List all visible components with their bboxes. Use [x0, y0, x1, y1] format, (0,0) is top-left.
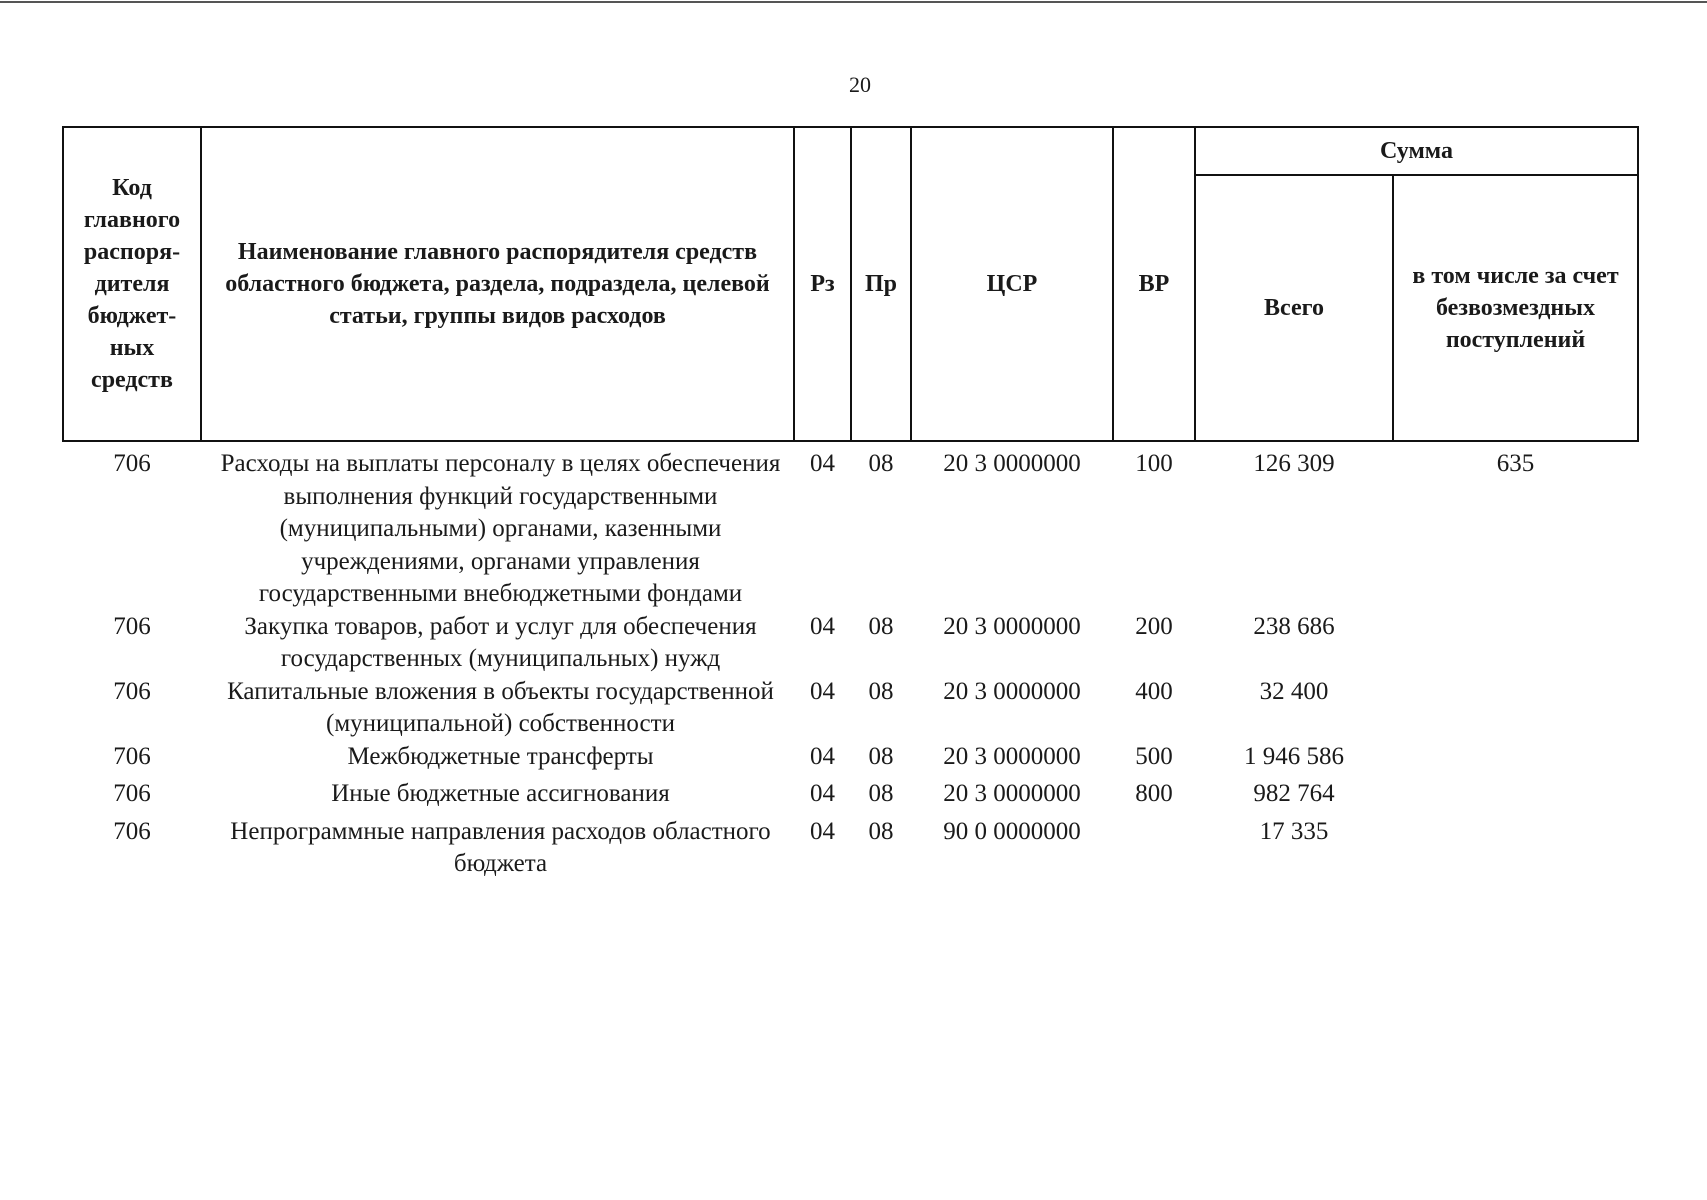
table-row: [63, 811, 1638, 881]
header-code: Код главного распоря-дителя бюджет-ных средств: [63, 127, 201, 441]
cell-csr: 20 3 0000000: [943, 742, 1081, 770]
cell-csr: 20 3 0000000: [943, 450, 1081, 477]
cell-code: 706: [113, 677, 151, 705]
cell-rz: 04: [810, 742, 835, 770]
table-row: [63, 611, 1638, 676]
cell-rz: 04: [810, 817, 835, 845]
cell-vr: 800: [1135, 780, 1173, 807]
cell-csr: 20 3 0000000: [943, 780, 1081, 807]
cell-pr: 08: [868, 677, 894, 705]
cell-pr: 08: [868, 612, 894, 640]
cell-code: 706: [113, 817, 151, 845]
cell-vr: 200: [1135, 612, 1173, 640]
cell-pr: 08: [868, 742, 894, 770]
cell-code: 706: [113, 780, 151, 807]
cell-name: Межбюджетные трансферты: [347, 742, 654, 770]
cell-rz: 04: [810, 450, 835, 477]
cell-gratuitous: [1393, 676, 1638, 741]
cell-pr: 08: [868, 817, 894, 845]
table-header: [63, 127, 1638, 441]
cell-rz: 04: [810, 677, 835, 705]
cell-csr: 20 3 0000000: [943, 612, 1081, 640]
table-row: [63, 773, 1638, 811]
header-pr: Пр: [851, 127, 911, 441]
cell-pr: 08: [868, 780, 894, 807]
cell-csr: 20 3 0000000: [943, 677, 1081, 705]
cell-pr: 08: [868, 450, 894, 477]
cell-total: 982 764: [1253, 780, 1335, 807]
cell-gratuitous: [1393, 611, 1638, 676]
table-row: [63, 441, 1638, 611]
cell-total: 1 946 586: [1244, 742, 1344, 770]
header-total: Всего: [1195, 175, 1393, 441]
budget-table: [62, 126, 1639, 881]
cell-rz: 04: [810, 780, 835, 807]
cell-vr: [1113, 811, 1195, 881]
cell-name: Капитальные вложения в объекты государственной (муниципальной) собственности: [227, 677, 774, 737]
cell-vr: 400: [1135, 677, 1173, 705]
header-vr: ВР: [1113, 127, 1195, 441]
header-sum: Сумма: [1195, 127, 1638, 175]
table-body: [63, 441, 1638, 881]
cell-gratuitous: [1393, 811, 1638, 881]
cell-rz: 04: [810, 612, 835, 640]
cell-code: 706: [113, 612, 151, 640]
cell-total: 126 309: [1253, 450, 1335, 477]
table-row: [63, 676, 1638, 741]
page-top-edge: [0, 1, 1707, 3]
page-number: 20: [849, 72, 871, 97]
cell-name: Расходы на выплаты персоналу в целях обеспечения выполнения функций государственными (муниципальными) органами, казенными учреждениями, органами управления государственными внебюджетными фондами: [220, 450, 781, 607]
cell-name: Непрограммные направления расходов областного бюджета: [230, 817, 771, 877]
cell-name: Иные бюджетные ассигнования: [331, 780, 670, 807]
header-gratuitous: в том числе за счет безвозмездных поступлений: [1393, 175, 1638, 441]
header-rz: Рз: [794, 127, 851, 441]
cell-gratuitous: [1393, 741, 1638, 774]
table-row: [63, 741, 1638, 774]
header-csr: ЦСР: [911, 127, 1113, 441]
cell-csr: 90 0 0000000: [943, 817, 1081, 845]
cell-vr: 100: [1135, 450, 1173, 477]
cell-gratuitous: [1393, 773, 1638, 811]
cell-vr: 500: [1135, 742, 1173, 770]
cell-code: 706: [113, 450, 151, 477]
cell-code: 706: [113, 742, 151, 770]
cell-gratuitous: 635: [1496, 450, 1535, 477]
cell-total: 238 686: [1253, 612, 1335, 640]
cell-total: 32 400: [1259, 677, 1329, 705]
cell-name: Закупка товаров, работ и услуг для обеспечения государственных (муниципальных) нужд: [244, 612, 757, 672]
cell-total: 17 335: [1259, 817, 1329, 845]
header-name: Наименование главного распорядителя средств областного бюджета, раздела, подраздела, целевой статьи, группы видов расходов: [201, 127, 794, 441]
